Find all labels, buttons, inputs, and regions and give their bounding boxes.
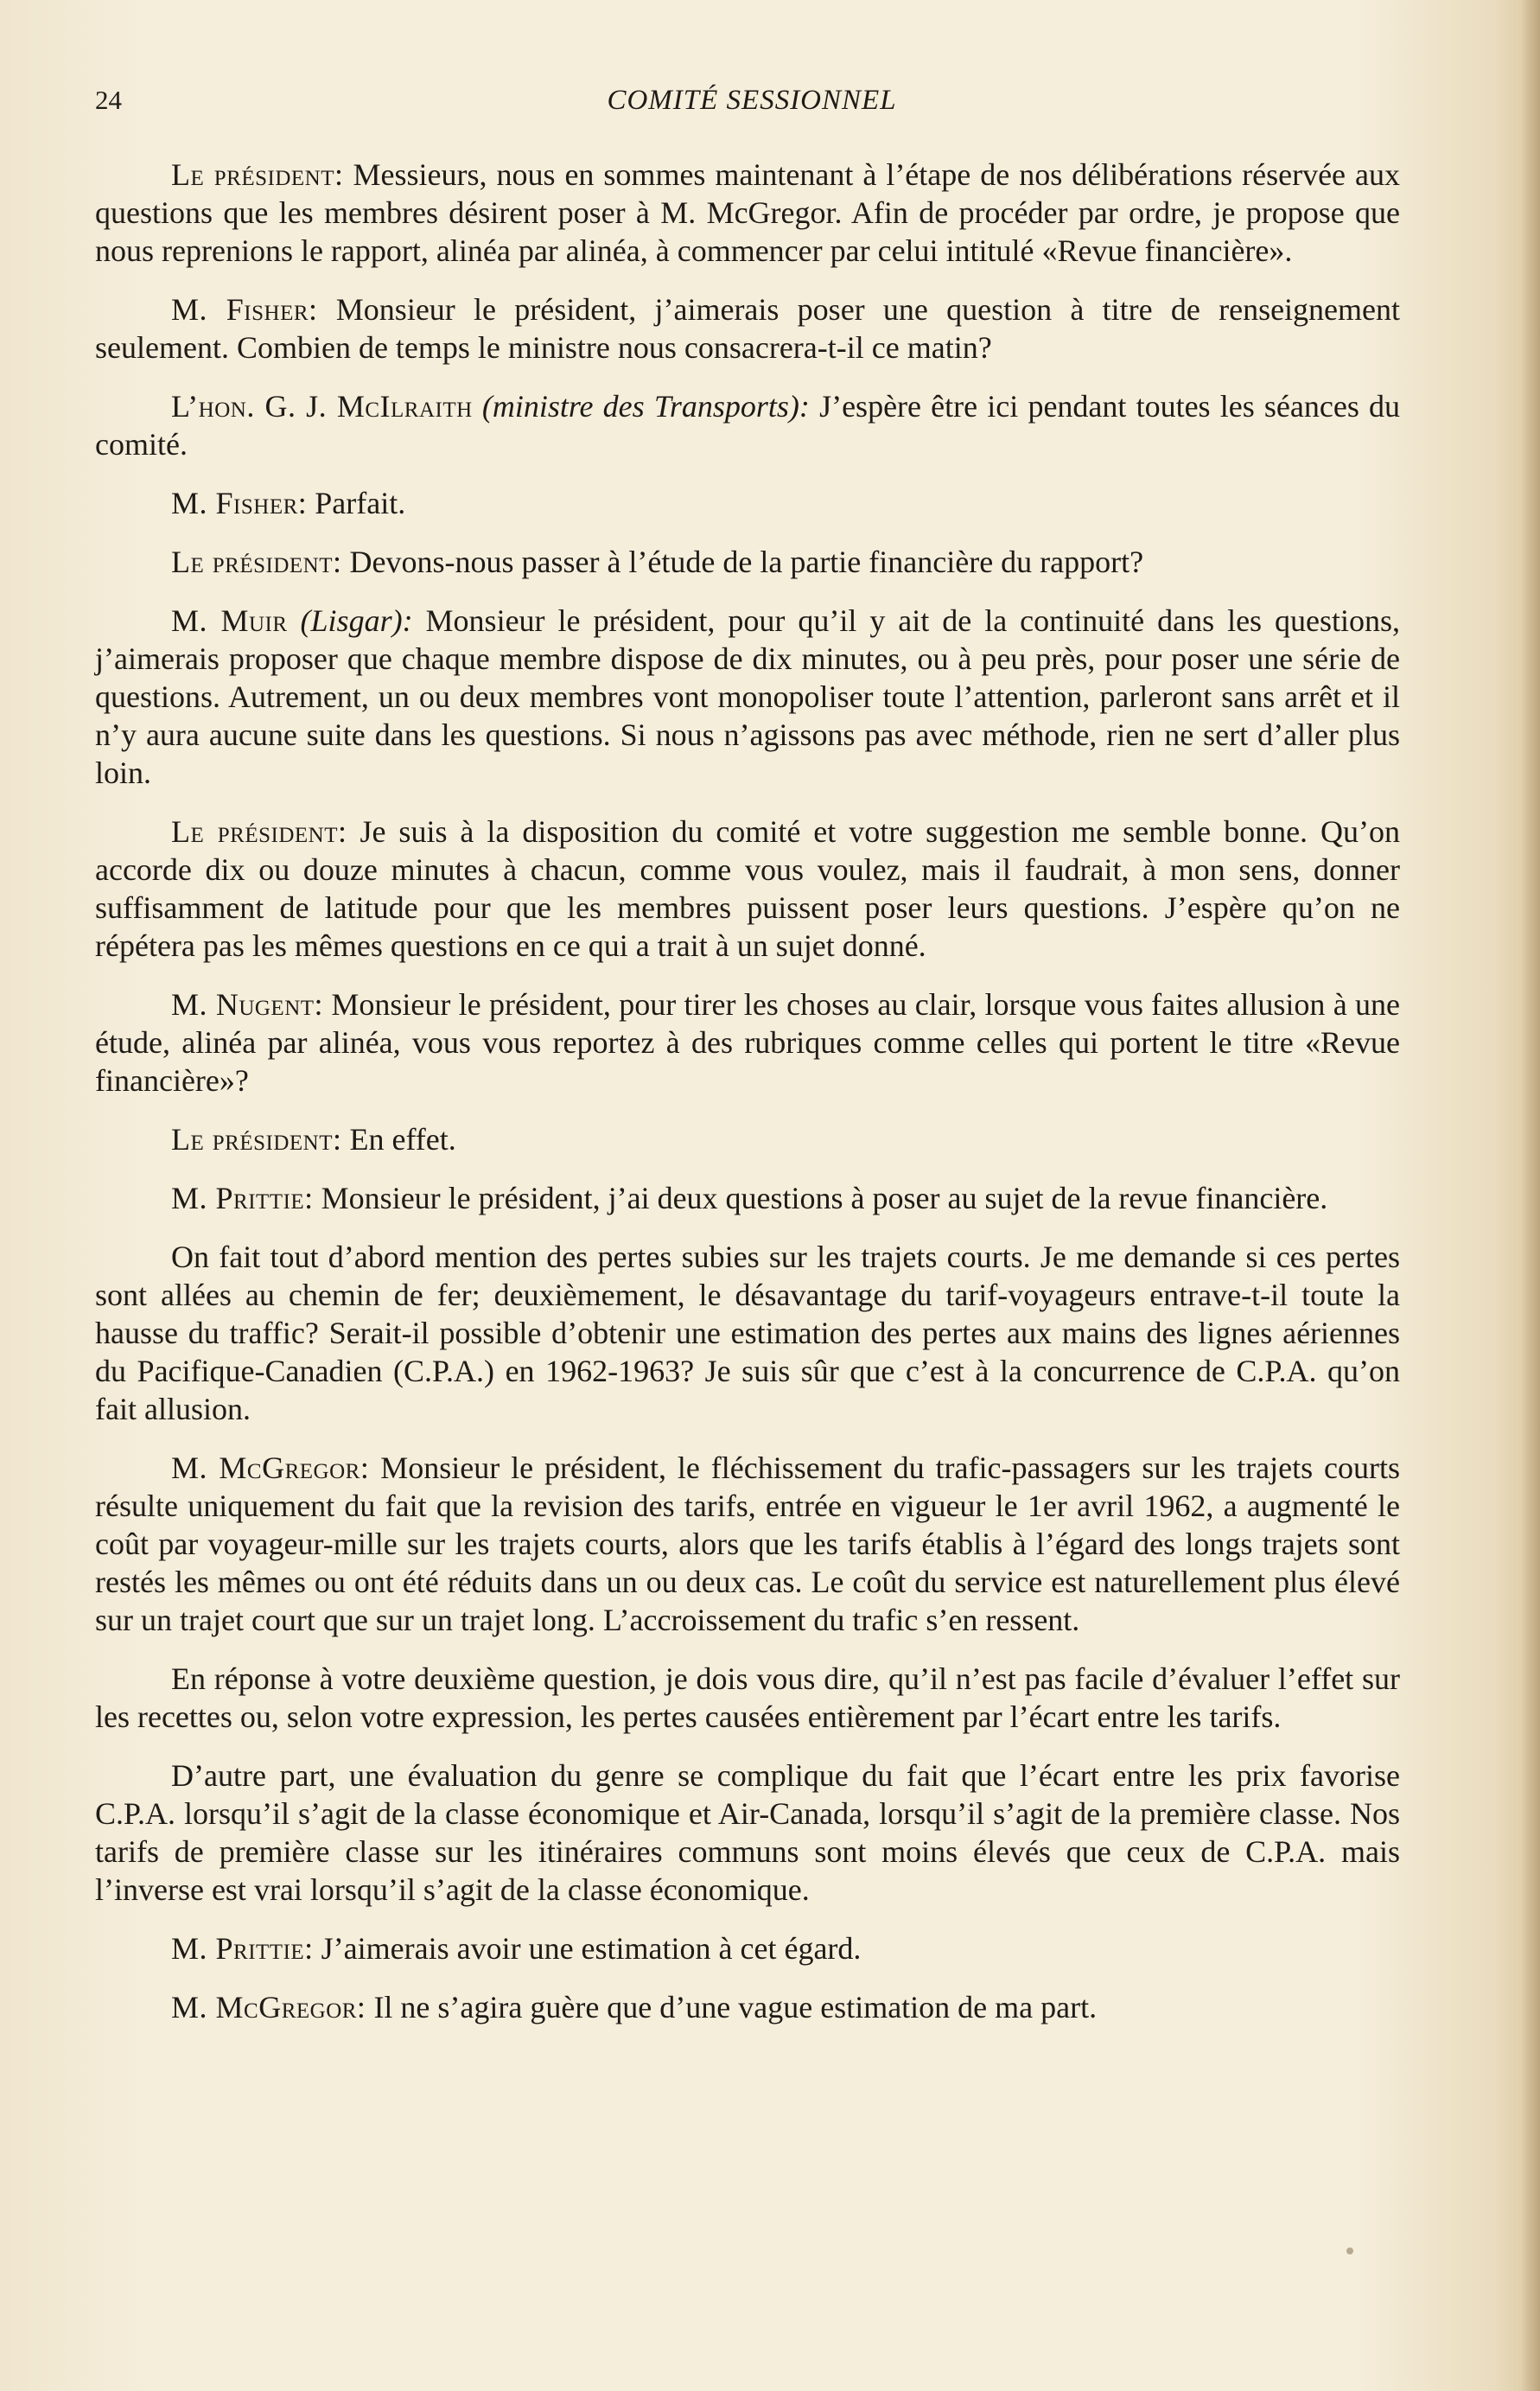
paragraph [95,1238,1400,1428]
paragraph [95,1757,1400,1909]
paragraph-text: Parfait. [315,486,406,520]
running-head [95,85,1409,128]
paragraph-text: Monsieur le président, le fléchissement du trafic-passagers sur les trajets courts résulte uniquement du fait que la revision des tarifs, entrée en vigueur le 1er avril 1962, a augmenté le coût par voyageur-mille sur les trajets courts, alors que les tarifs établis à l’égard des longs trajets sont restés les mêmes ou ont été réduits dans un ou deux cas. Le coût du service est naturellement plus élevé sur un trajet court que sur un trajet long. L’accroissement du trafic s’en ressent. [95,1451,1400,1637]
paragraph [95,1929,1400,1967]
paragraph [95,484,1400,522]
speaker-name: Le président: [171,814,347,849]
speaker-name: Le président: [171,545,342,579]
speaker-name: M. Fisher: [171,486,308,520]
speaker-name: M. McGregor: [171,1451,370,1485]
speck-mark [1346,2248,1353,2254]
paragraph [95,1179,1400,1217]
speaker-name: M. Muir [171,603,288,638]
paragraph-text: Monsieur le président, j’ai deux questions à poser au sujet de la revue financière. [321,1181,1328,1215]
paragraph-text: J’aimerais avoir une estimation à cet égard. [321,1931,862,1966]
paragraph-text: D’autre part, une évaluation du genre se complique du fait que l’écart entre les prix favorise C.P.A. lorsqu’il s’agit de la classe économique et Air-Canada, lorsqu’il s’agit de la première classe. Nos tarifs de première classe sur les itinéraires communs sont moins élevés que ceux de C.P.A. mais l’inverse est vrai lorsqu’il s’agit de la classe économique. [95,1758,1400,1907]
paragraph [95,813,1400,965]
paragraph [95,543,1400,581]
paragraph-text: Devons-nous passer à l’étude de la partie financière du rapport? [349,545,1144,579]
paragraph-text: Monsieur le président, j’aimerais poser une question à titre de renseignement seulement. Combien de temps le ministre nous consacrera-t-il ce matin? [95,292,1401,365]
speaker-name: M. Fisher: [171,292,318,327]
body-text [95,156,1400,2047]
speaker-name: M. Prittie: [171,1931,314,1966]
paragraph [95,985,1400,1100]
speaker-name: M. McGregor: [171,1990,366,2024]
paragraph-text: En effet. [349,1122,456,1157]
speaker-role: (Lisgar): [300,603,413,638]
speaker-name: Le président: [171,157,344,192]
speaker-name: Le président: [171,1122,342,1157]
paragraph [95,602,1400,792]
page-number: 24 [95,85,122,115]
speaker-name: M. Nugent: [171,987,324,1022]
paragraph [95,1120,1400,1158]
speaker-name: M. Prittie: [171,1181,314,1215]
paragraph-text: Je suis à la disposition du comité et votre suggestion me semble bonne. Qu’on accorde dix ou douze minutes à chacun, comme vous voulez, mais il faudrait, à mon sens, donner suffisamment de latitude pour que les membres puissent poser leurs questions. J’espère qu’on ne répétera pas les mêmes questions en ce qui a trait à un sujet donné. [95,814,1401,963]
running-title: COMITÉ SESSIONNEL [607,85,897,116]
paragraph-text: Monsieur le président, pour tirer les choses au clair, lorsque vous faites allusion à une étude, alinéa par alinéa, vous vous reportez à des rubriques comme celles qui portent le titre «Revue financière»? [95,987,1401,1098]
paragraph [95,156,1400,270]
paragraph [95,1660,1400,1736]
paragraph-text: Il ne s’agira guère que d’une vague estimation de ma part. [373,1990,1098,2024]
paragraph [95,290,1400,367]
page-edge-shadow [1521,0,1540,2391]
speaker-name: L’hon. G. J. McIlraith [171,389,473,424]
speaker-role: (ministre des Transports): [481,389,810,424]
paragraph [95,387,1400,463]
paragraph-text: Monsieur le président, pour qu’il y ait de la continuité dans les questions, j’aimerais proposer que chaque membre dispose de dix minutes, ou à peu près, pour poser une série de questions. Autrement, un ou deux membres vont monopoliser toute l’attention, parleront sans arrêt et il n’y aura aucune suite dans les questions. Si nous n’agissons pas avec méthode, rien ne sert d’aller plus loin. [95,603,1401,790]
paragraph [95,1449,1400,1639]
paragraph-text: J’espère être ici pendant toutes les séances du comité. [95,389,1401,462]
paragraph-text: On fait tout d’abord mention des pertes subies sur les trajets courts. Je me demande si ces pertes sont allées au chemin de fer; deuxièmement, le désavantage du tarif-voyageurs entrave-t-il toute la hausse du traffic? Serait-il possible d’obtenir une estimation des pertes aux mains des lignes aériennes du Pacifique-Canadien (C.P.A.) en 1962-1963? Je suis sûr que c’est à la concurrence de C.P.A. qu’on fait allusion. [95,1240,1400,1426]
paragraph-text: Messieurs, nous en sommes maintenant à l’étape de nos délibérations réservée aux questions que les membres désirent poser à M. McGregor. Afin de procéder par ordre, je propose que nous reprenions le rapport, alinéa par alinéa, à commencer par celui intitulé «Revue financière». [95,157,1401,268]
paragraph [95,1988,1400,2026]
paragraph-text: En réponse à votre deuxième question, je dois vous dire, qu’il n’est pas facile d’évaluer l’effet sur les recettes ou, selon votre expression, les pertes causées entièrement par l’écart entre les tarifs. [95,1661,1400,1734]
